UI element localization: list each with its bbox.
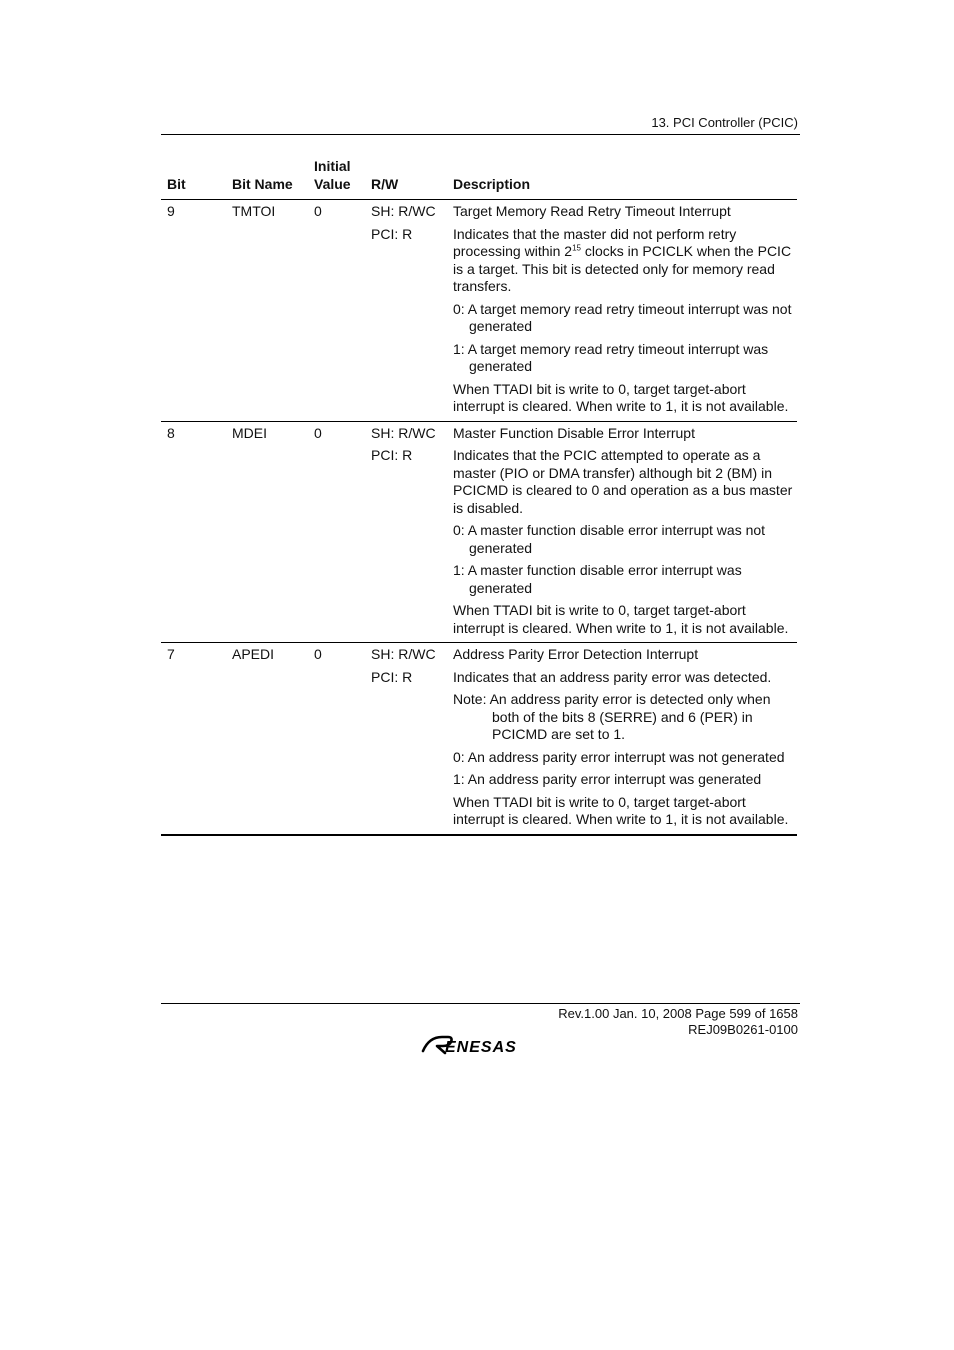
table-row [161, 200, 797, 422]
initial-value: 0 [314, 203, 322, 219]
bit-name: APEDI [232, 646, 275, 662]
description-text: Indicates that the master did not perform retry processing within $2^{15}$ clocks in PCICLK when the PCIC is a target. This bit is detected only for memory read transfers. [453, 225, 792, 294]
description-title: Master Function Disable Error Interrupt [453, 424, 695, 441]
table-row [161, 421, 797, 643]
description-title: Address Parity Error Detection Interrupt [453, 646, 699, 662]
description-text: Indicates that the PCIC attempted to operate as a master (PIO or DMA transfer) although bit 2 (BM) in PCICMD is cleared to 0 and operation as a bus master is disabled. [453, 447, 793, 516]
bit-number: 8 [167, 424, 175, 441]
rw-attributes: SH: R/WC PCI: R [371, 203, 436, 242]
page-footer [558, 1006, 798, 1037]
description-note: Note: An address parity error is detected only when both of the bits 8 (SERRE) and 6 (PER) in PCICMD are set to 1. [453, 691, 771, 742]
renesas-logo [420, 1030, 542, 1058]
table-row [161, 643, 797, 835]
value-1-description: 1: A target memory read retry timeout interrupt was generated [453, 340, 769, 374]
rw-attributes: SH: R/WC PCI: R [371, 424, 436, 463]
register-bit-table [161, 158, 797, 836]
value-0-description: 0: An address parity error interrupt was not generated [453, 748, 785, 765]
revision-info: Rev.1.00 Jan. 10, 2008 Page 599 of 1658 [558, 1006, 798, 1021]
bit-name: MDEI [232, 424, 267, 441]
initial-value: 0 [314, 424, 322, 441]
chapter-heading: 13. PCI Controller (PCIC) [651, 115, 798, 130]
bit-description [453, 643, 797, 835]
description-tail: When TTADI bit is write to 0, target target-abort interrupt is cleared. When write to 1, it is not available. [453, 380, 789, 414]
bit-number: 9 [167, 203, 175, 219]
col-bit-name: Bit Name [232, 158, 314, 200]
col-initial-value: Initial Value [314, 158, 371, 200]
bit-number: 7 [167, 646, 175, 662]
description-tail: When TTADI bit is write to 0, target target-abort interrupt is cleared. When write to 1, it is not available. [453, 602, 789, 636]
value-0-description: 0: A target memory read retry timeout interrupt was not generated [453, 300, 792, 334]
description-text: Indicates that an address parity error was detected. [453, 668, 772, 685]
bit-description [453, 421, 797, 643]
value-1-description: 1: A master function disable error interrupt was generated [453, 562, 742, 596]
description-title: Target Memory Read Retry Timeout Interrupt [453, 203, 731, 219]
initial-value: 0 [314, 646, 322, 662]
col-description: Description [453, 158, 797, 200]
description-tail: When TTADI bit is write to 0, target target-abort interrupt is cleared. When write to 1, it is not available. [453, 793, 789, 827]
footer-rule [161, 1003, 800, 1004]
table-header-row [161, 158, 797, 200]
svg-text:ENESAS: ENESAS [445, 1039, 517, 1056]
bit-name: TMTOI [232, 203, 276, 219]
bit-description [453, 200, 797, 422]
value-1-description: 1: An address parity error interrupt was generated [453, 771, 762, 787]
col-bit: Bit [161, 158, 232, 200]
header-rule [161, 134, 800, 135]
rw-attributes: SH: R/WC PCI: R [371, 646, 436, 685]
document-number: REJ09B0261-0100 [688, 1021, 798, 1037]
value-0-description: 0: A master function disable error interrupt was not generated [453, 522, 766, 556]
col-rw: R/W [371, 158, 453, 200]
